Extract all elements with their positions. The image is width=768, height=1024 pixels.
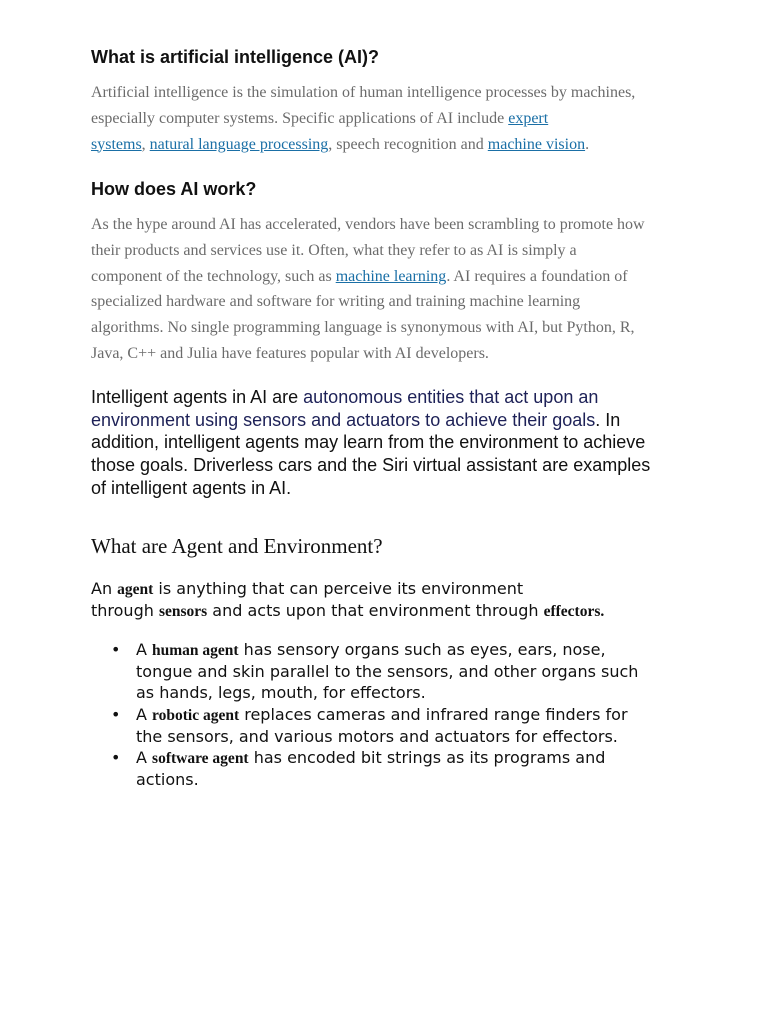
list-item <box>91 747 731 790</box>
heading-how-does-ai-work: How does AI work? <box>91 179 257 199</box>
text-span: , speech recognition and <box>328 135 488 153</box>
heading-what-is-ai: What is artificial intelligence (AI)? <box>91 47 380 67</box>
highlighted-text: autonomous entities that act upon an <box>303 387 599 407</box>
text-line: actions. <box>136 770 199 790</box>
text-line <box>91 600 731 622</box>
link-natural-language-processing[interactable]: natural language processing <box>149 135 329 153</box>
text-line: the sensors, and various motors and actuators for effectors. <box>136 726 618 746</box>
text-span: . <box>585 135 590 153</box>
text-line <box>91 132 691 158</box>
text-line: addition, intelligent agents may learn from the environment to achieve <box>91 432 646 453</box>
term-robotic-agent: robotic agent <box>152 706 240 724</box>
text-line: As the hype around AI has accelerated, vendors have been scrambling to promote how <box>91 216 645 233</box>
term-sensors: sensors <box>158 603 208 621</box>
text-span: An <box>91 579 118 598</box>
text-line: those goals. Driverless cars and the Siri virtual assistant are examples <box>91 455 651 476</box>
agent-types-list <box>91 639 731 790</box>
text-span: A <box>136 748 153 768</box>
text-line <box>91 409 691 432</box>
term-effectors: effectors. <box>543 603 605 621</box>
paragraph-intelligent-agents <box>91 386 691 500</box>
text-span: has encoded bit strings as its programs and <box>248 748 606 768</box>
text-span: Intelligent agents in AI are <box>91 387 304 407</box>
text-span: replaces cameras and infrared range finders for <box>239 704 628 724</box>
paragraph-agent-definition <box>91 578 731 622</box>
text-line: as hands, legs, mouth, for effectors. <box>136 683 426 703</box>
link-machine-learning[interactable]: machine learning <box>335 267 447 285</box>
highlighted-text: environment using sensors and actuators to achieve their goals <box>91 409 596 430</box>
text-span: . In <box>595 409 621 430</box>
text-line <box>91 106 691 132</box>
text-line <box>136 639 731 661</box>
text-line <box>91 264 691 290</box>
text-span: through <box>91 601 159 621</box>
text-line: Artificial intelligence is the simulation of human intelligence processes by machines, <box>91 84 636 101</box>
text-line <box>91 578 731 600</box>
text-line <box>136 704 731 726</box>
text-span: . AI requires a foundation of <box>446 267 628 285</box>
text-line <box>136 747 731 769</box>
list-item <box>91 639 731 704</box>
text-span: A <box>136 704 153 724</box>
heading-agent-and-environment: What are Agent and Environment? <box>91 534 383 558</box>
text-span: has sensory organs such as eyes, ears, nose, <box>238 640 606 659</box>
text-span: A <box>136 640 153 659</box>
text-line: of intelligent agents in AI. <box>91 477 292 498</box>
text-span: especially computer systems. Specific applications of AI include <box>91 109 509 127</box>
link-expert-systems[interactable]: expert <box>508 109 549 127</box>
bullet-icon: • <box>111 748 121 768</box>
paragraph-how-ai-works <box>91 212 691 367</box>
text-line <box>91 386 691 409</box>
link-machine-vision[interactable]: machine vision <box>487 135 586 153</box>
paragraph-ai-definition <box>91 80 691 157</box>
text-line: Java, C++ and Julia have features popular with AI developers. <box>91 344 489 362</box>
text-line: their products and services use it. Often, what they refer to as AI is simply a <box>91 241 577 259</box>
term-software-agent: software agent <box>152 750 249 768</box>
text-span: , <box>141 135 150 153</box>
text-span: and acts upon that environment through <box>207 601 544 621</box>
bullet-icon: • <box>111 704 121 724</box>
text-line: tongue and skin parallel to the sensors, and other organs such <box>136 662 639 682</box>
text-line: specialized hardware and software for writing and training machine learning <box>91 293 581 311</box>
text-line: algorithms. No single programming language is synonymous with AI, but Python, R, <box>91 319 635 337</box>
bullet-icon: • <box>111 640 121 659</box>
list-item <box>91 704 731 747</box>
term-agent: agent <box>117 581 154 598</box>
text-span: component of the technology, such as <box>91 267 336 285</box>
term-human-agent: human agent <box>152 642 239 659</box>
text-span: is anything that can perceive its environment <box>153 579 524 598</box>
link-expert-systems-cont[interactable]: systems <box>91 135 142 153</box>
